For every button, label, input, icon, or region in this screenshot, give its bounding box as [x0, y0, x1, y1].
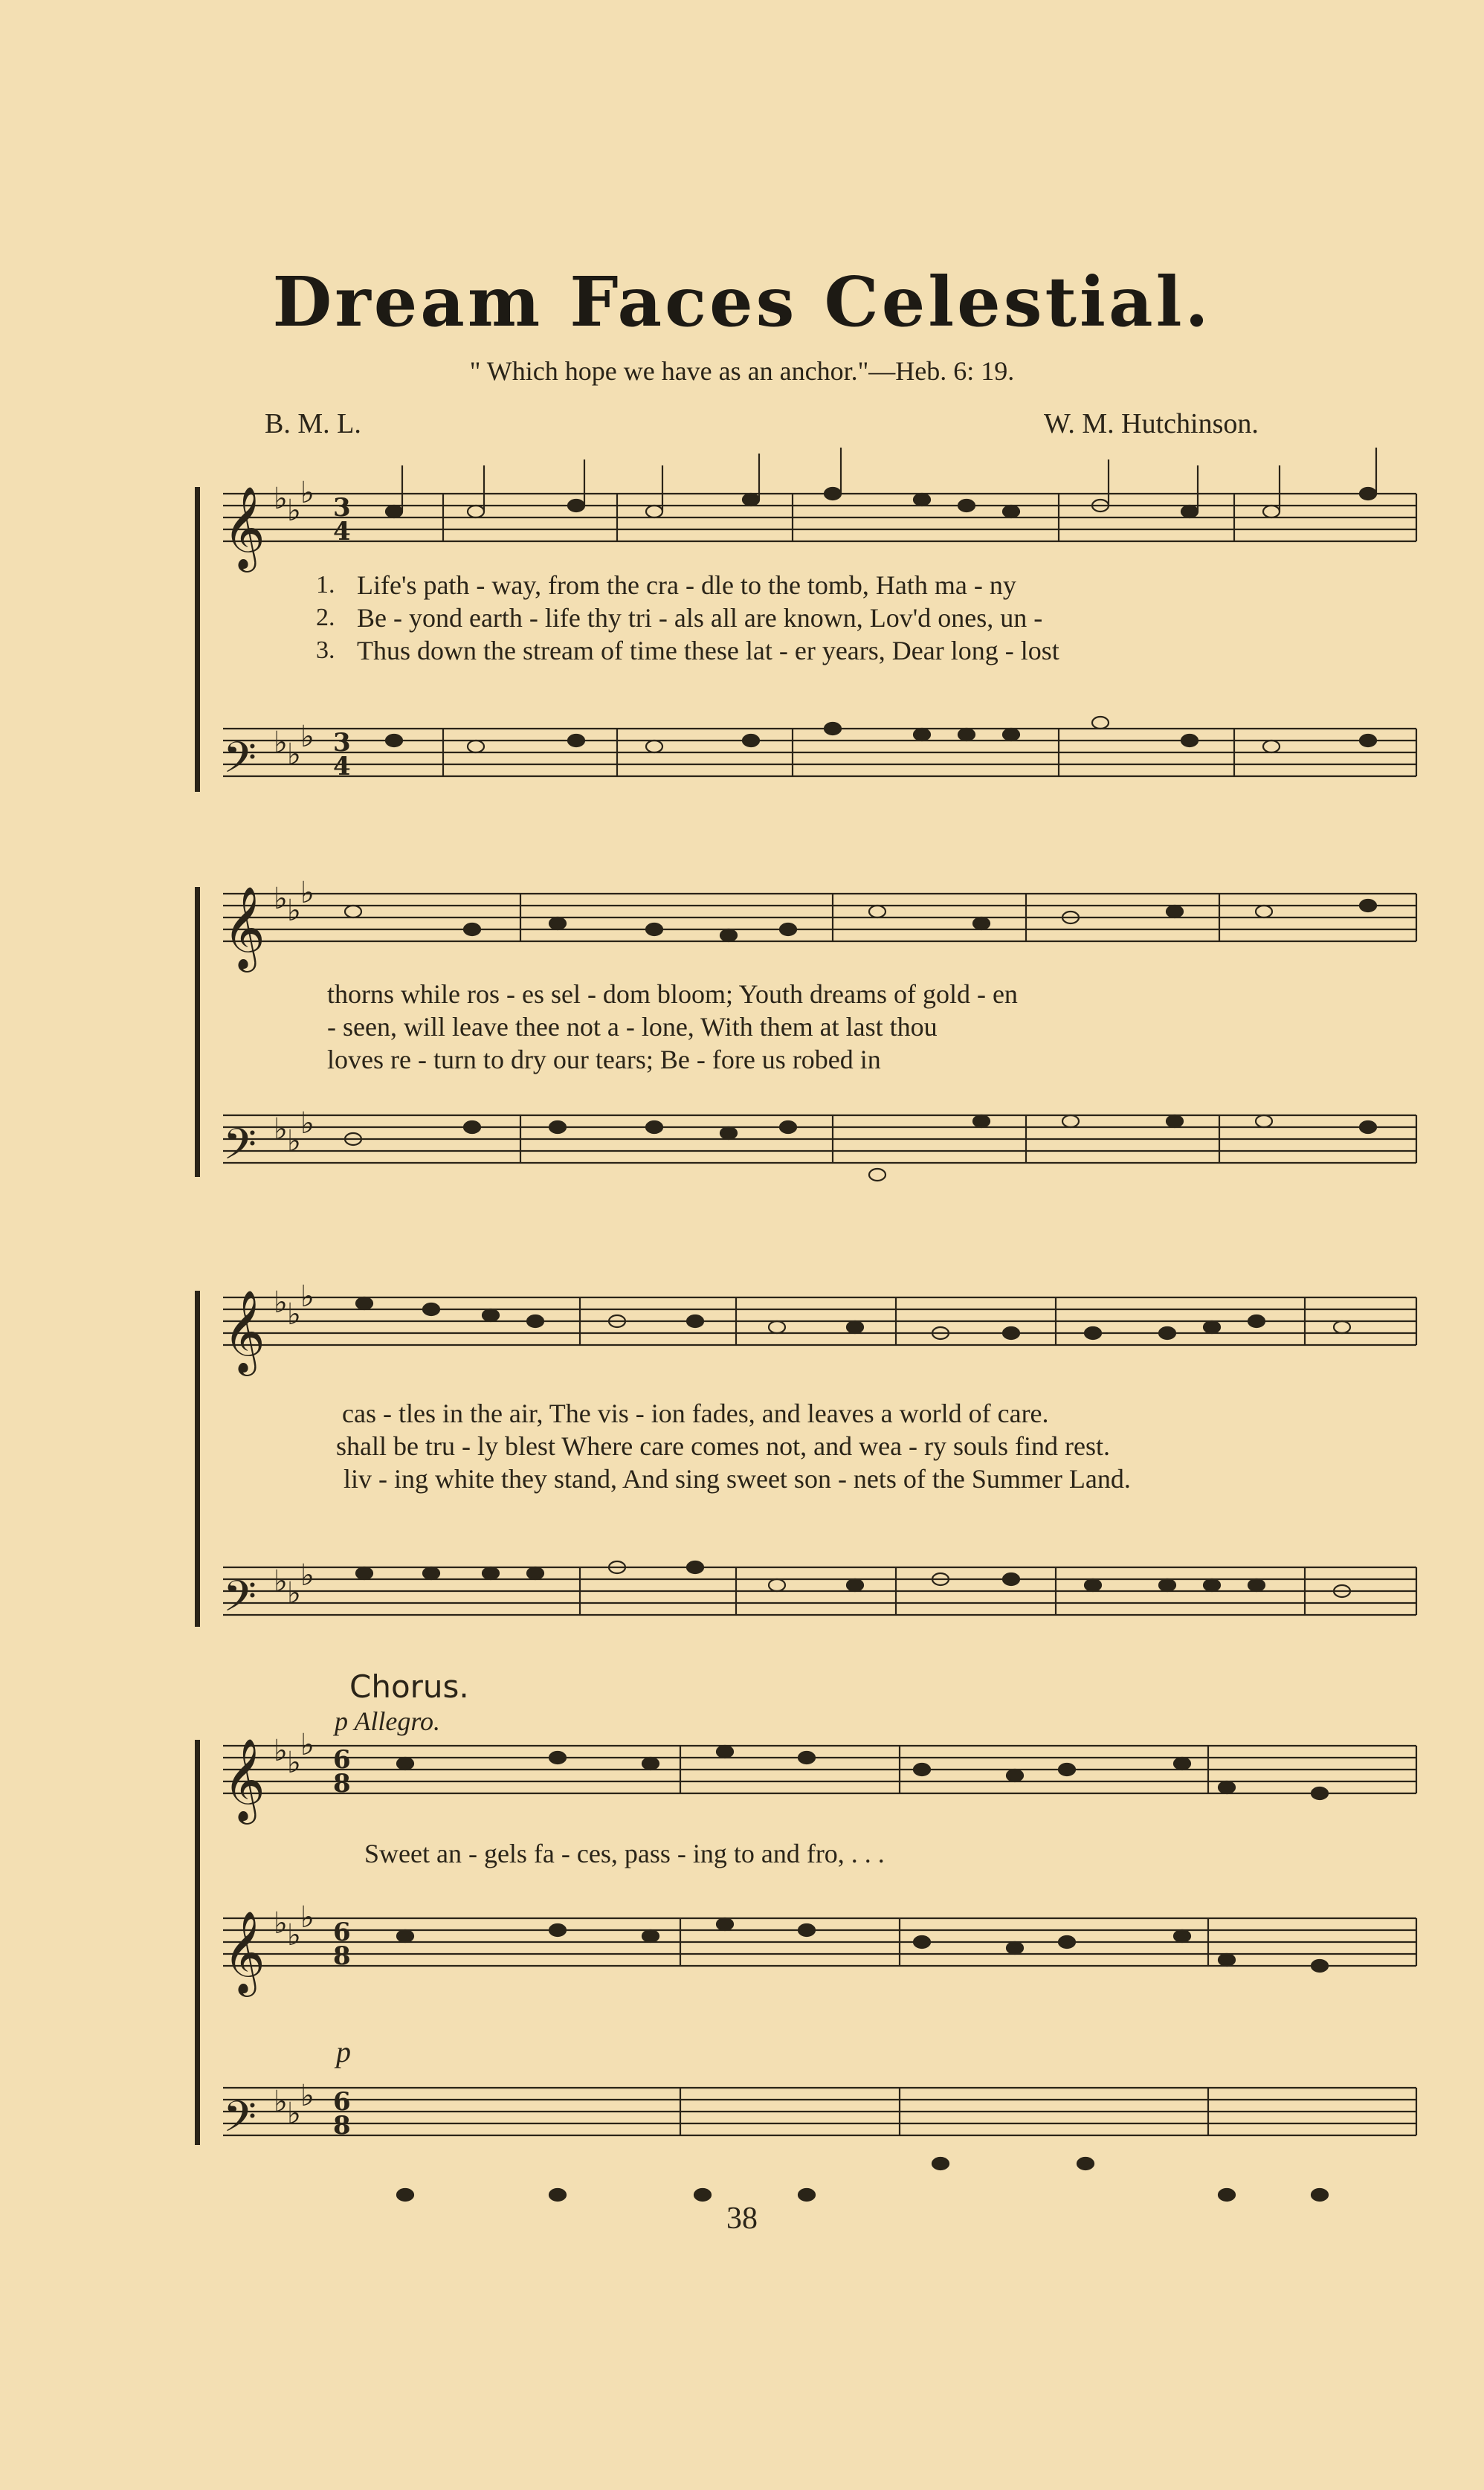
svg-text:8: 8	[333, 2111, 351, 2141]
svg-text:♭: ♭	[300, 1106, 314, 1141]
svg-text:♭: ♭	[274, 726, 288, 760]
words-credit: B. M. L.	[265, 408, 361, 439]
svg-text:♭: ♭	[300, 1280, 314, 1314]
svg-text:4: 4	[333, 752, 351, 781]
lyric-line: Life's path - way, from the cra - dle to the tomb, Hath ma - ny	[357, 570, 1016, 600]
svg-text:♭: ♭	[300, 476, 314, 510]
svg-text:♭: ♭	[274, 882, 288, 916]
svg-text:♭: ♭	[274, 2085, 288, 2119]
dynamic-marking: p	[336, 2035, 351, 2068]
svg-text:8: 8	[333, 1941, 351, 1971]
lyric-line: thorns while ros - es sel - dom bloom; Youth dreams of gold - en	[327, 979, 1018, 1009]
svg-text:♭: ♭	[300, 2079, 314, 2113]
svg-text:♭: ♭	[287, 494, 301, 528]
svg-text:𝄞: 𝄞	[223, 1289, 265, 1373]
page-number: 38	[726, 2202, 758, 2236]
hymn-title: Dream Faces Celestial.	[272, 262, 1212, 342]
lyric-line: shall be tru - ly blest Where care comes not, and wea - ry souls find rest.	[336, 1431, 1111, 1461]
svg-text:♭: ♭	[287, 2097, 301, 2131]
svg-text:𝄢: 𝄢	[223, 732, 257, 793]
svg-text:♭: ♭	[300, 1900, 314, 1935]
svg-text:𝄞: 𝄞	[223, 1910, 265, 1993]
svg-text:♭: ♭	[287, 1576, 301, 1610]
svg-text:3: 3	[333, 493, 351, 523]
treble-staff-3	[223, 1297, 1416, 1345]
svg-text:𝄞: 𝄞	[223, 1738, 265, 1821]
svg-text:6: 6	[333, 1745, 351, 1775]
chorus-lyric: Sweet an - gels fa - ces, pass - ing to and fro, . . .	[364, 1839, 885, 1868]
svg-text:6: 6	[333, 2087, 351, 2117]
lyric-line: Thus down the stream of time these lat - er years, Dear long - lost	[357, 636, 1059, 665]
svg-text:♭: ♭	[287, 1746, 301, 1780]
svg-text:𝄢: 𝄢	[223, 2091, 257, 2152]
svg-text:♭: ♭	[274, 1564, 288, 1599]
svg-text:♭: ♭	[274, 1286, 288, 1320]
svg-text:𝄞: 𝄞	[223, 486, 265, 569]
lyric-line: liv - ing white they stand, And sing sweet son - nets of the Summer Land.	[343, 1464, 1131, 1494]
svg-text:♭: ♭	[274, 1734, 288, 1768]
svg-text:♭: ♭	[287, 1297, 301, 1332]
scripture-epigraph: " Which hope we have as an anchor."—Heb. 6: 19.	[469, 356, 1015, 386]
svg-text:♭: ♭	[300, 720, 314, 754]
lyric-line: loves re - turn to dry our tears; Be - fore us robed in	[327, 1045, 881, 1074]
svg-text:𝄢: 𝄢	[223, 1119, 257, 1180]
svg-text:♭: ♭	[287, 894, 301, 928]
svg-text:♭: ♭	[300, 876, 314, 910]
svg-text:♭: ♭	[274, 482, 288, 516]
bass-staff-2	[223, 1115, 1416, 1163]
lyric-line: - seen, will leave thee not a - lone, With them at last thou	[327, 1012, 938, 1042]
chorus-heading: Chorus.	[349, 1668, 469, 1705]
svg-text:8: 8	[333, 1769, 351, 1799]
bass-staff-1	[223, 729, 1416, 776]
music-credit: W. M. Hutchinson.	[1044, 408, 1259, 439]
svg-text:♭: ♭	[287, 738, 301, 772]
svg-text:♭: ♭	[287, 1124, 301, 1158]
svg-text:♭: ♭	[287, 1918, 301, 1952]
verse-number: 2.	[316, 604, 335, 631]
svg-text:𝄞: 𝄞	[223, 886, 265, 969]
lyric-line: cas - tles in the air, The vis - ion fades, and leaves a world of care.	[342, 1399, 1049, 1428]
treble-staff-2	[223, 894, 1416, 941]
verse-number: 3.	[316, 636, 335, 664]
verse-number: 1.	[316, 571, 335, 599]
bass-staff-3	[223, 1567, 1416, 1615]
svg-text:6: 6	[333, 1918, 351, 1947]
svg-text:3: 3	[333, 728, 351, 758]
chorus-bass-staff	[223, 2088, 1416, 2135]
svg-text:♭: ♭	[274, 1906, 288, 1941]
svg-text:4: 4	[333, 517, 351, 546]
lyric-line: Be - yond earth - life thy tri - als all are known, Lov'd ones, un -	[357, 603, 1043, 633]
tempo-marking: p Allegro.	[335, 1706, 440, 1736]
svg-text:♭: ♭	[300, 1558, 314, 1593]
svg-text:♭: ♭	[274, 1112, 288, 1146]
svg-text:♭: ♭	[300, 1728, 314, 1762]
svg-text:𝄢: 𝄢	[223, 1571, 257, 1632]
